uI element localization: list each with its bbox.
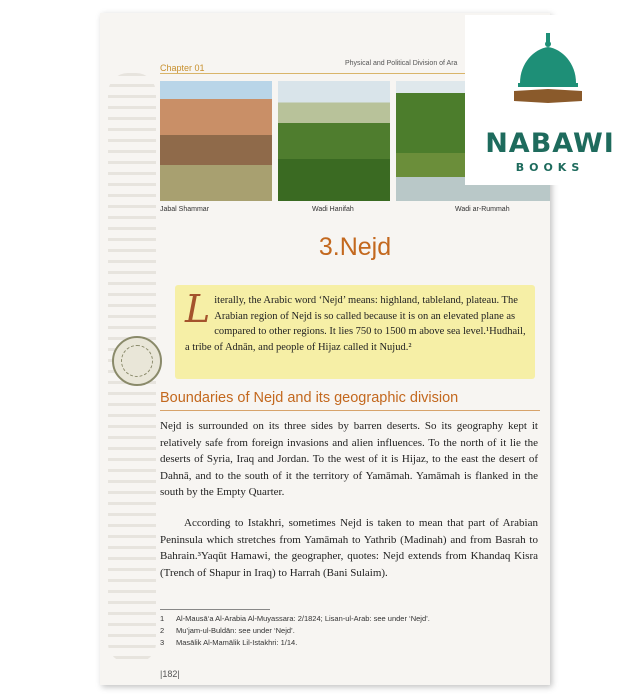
- body-paragraph: According to Istakhri, sometimes Nejd is taken to mean that part of Arabian Peninsula which stretches from Yamāmah to Yathrib (Madinah) and from Basrah to Bahrain.³Yaqūt Hamawi, the geographer, quotes: Nejd extends from Khandaq Kisra (Trench of Shapur in Iraq) to Harrah (Bani Sulaim).: [160, 517, 538, 579]
- intro-highlight-box: [175, 285, 535, 379]
- footnote-rule: [160, 609, 270, 610]
- photo-wadi-hanifah: [278, 81, 390, 201]
- nabawi-books-logo: [465, 15, 635, 185]
- photo-jabal-shammar: [160, 81, 272, 201]
- photo-caption: Jabal Shammar: [160, 206, 210, 213]
- intro-text: iterally, the Arabic word ‘Nejd’ means: highland, tableland, plateau. The Arabian region of Nejd is so called because it is on an elevated plane as compared to other regions. It lies 750 to 1500 m above sea level.¹Hudhail, a tribe of Adnān, and people of Hijaz called it Nujud.²: [185, 295, 526, 353]
- calligraphy-seal-icon: [112, 336, 162, 386]
- footnote: 3 Masālik Al-Mamālik Lil-Istakhri: 1/14.: [160, 638, 298, 647]
- subheading: Boundaries of Nejd and its geographic division: [160, 390, 540, 411]
- photo-caption: Wadi ar-Rummah: [455, 206, 510, 213]
- page-number: |182|: [160, 669, 180, 679]
- body-paragraph: Nejd is surrounded on its three sides by barren deserts. So its geography kept it relatively safe from foreign invasions and alien influences. To the north of it lie the deserts of Syria, Iraq and Jordan. To the west of it is Hijaz, to the east the desert of Dahnā, and to the south of it the territory of Yamāmah. Yamāmah is flanked in the south by the Empty Quarter.: [160, 420, 538, 498]
- footnote: 2 Mu’jam-ul-Buldān: see under ‘Nejd’.: [160, 626, 295, 635]
- chapter-label: Chapter 01: [160, 63, 205, 73]
- intro-paragraph: [185, 287, 530, 355]
- drop-cap: L: [185, 287, 211, 331]
- footnotes: [160, 613, 540, 649]
- dome-book-icon: [510, 33, 586, 103]
- footnote: 1 Al-Mausā‘a Al-Arabia Al-Muyassara: 2/1824; Lisan-ul-Arab: see under ‘Nejd’.: [160, 614, 430, 623]
- brand-name: NABAWI: [485, 128, 615, 159]
- photo-caption: Wadi Hanifah: [312, 206, 354, 213]
- brand-subtitle: BOOKS: [515, 161, 585, 174]
- section-title: 3.Nejd: [318, 233, 392, 261]
- running-title: Physical and Political Division of Ara: [345, 60, 458, 67]
